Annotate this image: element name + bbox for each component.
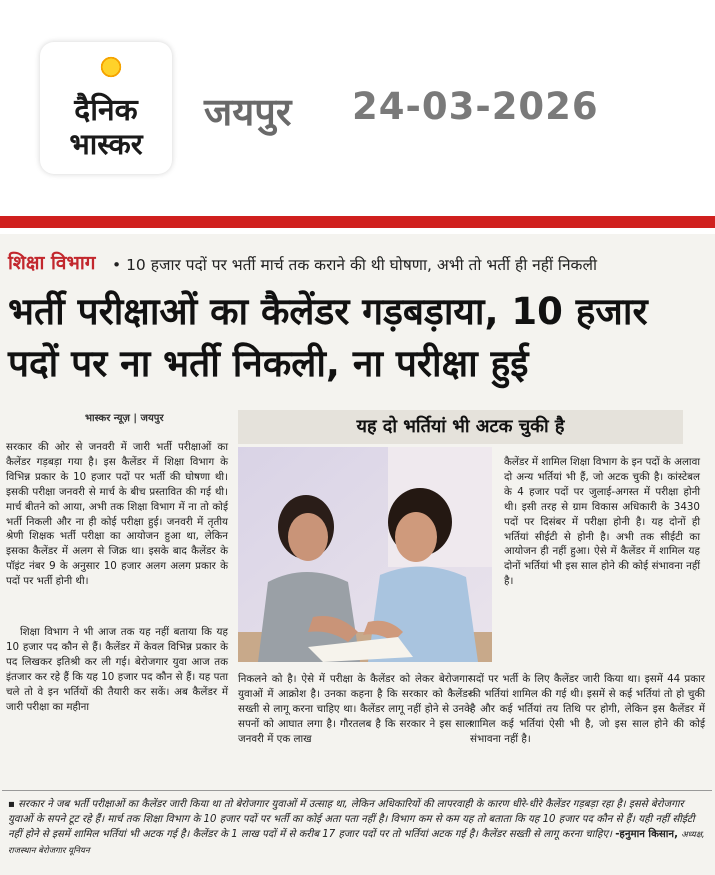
article-column-1-para-2: शिक्षा विभाग ने भी आज तक यह नहीं बताया कि यह 10 हजार पद कौन से हैं। कैलेंडर में केवल विभिन्न प्रकार के पद लिखकर इतिश्री कर ली गई। बेरोजगार युवा आज तक इंतजार कर रहे हैं कि यह 10 हजार पद कौन से हैं। यह पता चले तो वे इन भर्तियों की तैयारी कर सकें। अब कैलेंडर में जारी परीक्षा का महीना — [6, 626, 228, 713]
headline: भर्ती परीक्षाओं का कैलेंडर गड़बड़ाया, 10 हजार पदों पर ना भर्ती निकली, ना परीक्षा हुई — [8, 290, 648, 385]
article-column-2: निकलने को है। ऐसे में परीक्षा के कैलेंडर को लेकर बेरोजगार युवाओं में आक्रोश है। उनका कहना है कि सरकार को कैलेंडर सख्ती से लागू करना चाहिए था। कैलेंडर लागू नहीं होने से उनके सपनों को आघात लगा है। गौरतलब है कि सरकार ने इस साल जनवरी में एक लाख — [238, 673, 472, 745]
edition-city: जयपुर — [204, 90, 292, 134]
quote-author: -हनुमान किसान, — [615, 829, 678, 840]
sidebar-box-heading: यह दो भर्तियां भी अटक चुकी है — [238, 410, 683, 444]
quote-divider — [2, 790, 712, 791]
quote-text: ▪ सरकार ने जब भर्ती परीक्षाओं का कैलेंडर जारी किया था तो बेरोजगार युवाओं में उत्साह था, लेकिन अधिकारियों की लापरवाही के कारण धीरे-धीरे कैलेंडर गड़बड़ा रहा है। इससे बेरोजगार युवाओं के सपने टूट रहे हैं। मार्च तक शिक्षा विभाग के 10 हजार पदों पर भर्ती का कोई अता पता नहीं है। विभाग कम से कम यह तो बताता कि यह 10 हजार पद कौन से हैं। यही नहीं सीईटी नहीं होने से इसमें शामिल भर्तियां भी अटक गई है। कैलेंडर के 1 लाख पदों में से करीब 17 हजार पदों पर तो भर्तियां अटक गई है। कैलेंडर सख्ती से लागू करना चाहिए। — [8, 799, 695, 840]
article-column-3: पदों पर भर्ती के लिए कैलेंडर जारी किया था। इसमें 44 प्रकार की भर्तियां शामिल की गई थी। इसमें से कई भर्तियां तो हो चुकी है और कई भर्तियां तय तिथि पर होगी, लेकिन इस कैलेंडर में शामिल कई भर्तियां ऐसी भी है, जो इस साल होने की कोई संभावना नहीं है। — [470, 673, 705, 745]
brand-divider-bar — [0, 216, 715, 228]
quote-block — [8, 797, 708, 859]
article-column-1-para-1: सरकार की ओर से जनवरी में जारी भर्ती परीक्षाओं का कैलेंडर गड़बड़ा गया है। इस कैलेंडर में शिक्षा विभाग के विभिन्न प्रकार के 10 हजार पदों पर भर्ती की घोषणा थी। इसकी परीक्षा जनवरी से मार्च के बीच प्रस्तावित की गई थी। मार्च बीतने को आया, अभी तक शिक्षा विभाग में ना तो कोई भर्ती निकली और ना ही कोई परीक्षा हुई। जनवरी में तृतीय श्रेणी शिक्षक भर्ती परीक्षा का आयोजन हुआ था, लेकिन इसका कैलेंडर में अलग से जिक्र था। इसके बाद कैलेंडर के पॉइंट नंबर 9 के अनुसार 10 हजार अलग अलग प्रकार के पदों पर भर्ती होनी थी। — [6, 441, 228, 588]
logo-text-line1: दैनिक — [74, 93, 138, 128]
sidebar-box-text: कैलेंडर में शामिल शिक्षा विभाग के इन पदों के अलावा दो अन्य भर्तियां भी हैं, जो अटक चुकी है। कांस्टेबल के 4 हजार पदों पर जुलाई-अगस्त में परीक्षा होनी थी। इसी तरह से ग्राम विकास अधिकारी के 3430 पदों पर दिसंबर में परीक्षा होनी है। यह दोनों ही भर्तियां सीईटी से होनी है। अभी तक सीईटी का आयोजन ही नहीं हुआ। ऐसे में कैलेंडर में शामिल यह दोनों भर्तियां भी इस साल होने की कोई संभावना नहीं है। — [504, 456, 700, 588]
byline: भास्कर न्यूज़ | जयपुर — [85, 413, 164, 424]
students-studying-photo — [238, 447, 492, 662]
quote-author-title: अध्यक्ष, राजस्थान बेरोजगार यूनियन — [8, 830, 705, 856]
sun-logo-icon — [98, 54, 124, 80]
dainik-bhaskar-logo — [40, 42, 172, 174]
edition-date: 24-03-2026 — [352, 85, 599, 128]
section-tag: शिक्षा विभाग — [8, 252, 96, 274]
kicker-line: • 10 हजार पदों पर भर्ती मार्च तक कराने की थी घोषणा, अभी तो भर्ती ही नहीं निकली — [112, 256, 597, 274]
logo-text-line2: भास्कर — [69, 127, 143, 161]
